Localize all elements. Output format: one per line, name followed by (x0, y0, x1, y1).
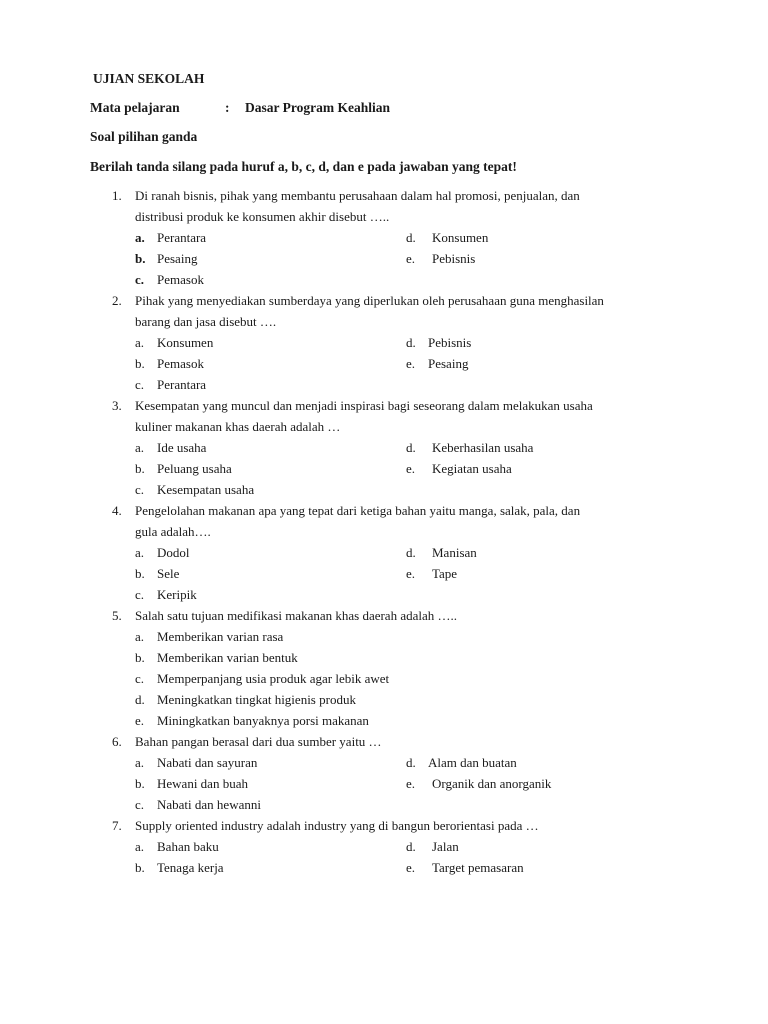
option-letter[interactable]: c. (135, 482, 145, 497)
option-letter[interactable]: e. (135, 713, 145, 728)
option-letter[interactable]: d. (406, 545, 416, 560)
option-letter[interactable]: c. (135, 377, 145, 392)
question-text-line: Pihak yang menyediakan sumberdaya yang diperlukan oleh perusahaan guna menghasilan (135, 293, 604, 308)
subject-value: Dasar Program Keahlian (245, 100, 390, 115)
option-letter[interactable]: a. (135, 545, 145, 560)
question-text-line: Pengelolahan makanan apa yang tepat dari ketiga bahan yaitu manga, salak, pala, dan (135, 503, 581, 518)
question-number: 6. (112, 734, 122, 749)
option-text[interactable]: Target pemasaran (432, 860, 524, 875)
option-letter[interactable]: b. (135, 650, 145, 665)
option-text[interactable]: Pesaing (428, 356, 469, 371)
subject-label: Mata pelajaran (90, 100, 180, 115)
question-text-line: distribusi produk ke konsumen akhir disebut ….. (135, 209, 390, 224)
subject-separator: : (225, 100, 230, 115)
option-letter[interactable]: c. (135, 272, 145, 287)
option-text[interactable]: Keripik (157, 587, 197, 602)
option-letter[interactable]: d. (406, 230, 416, 245)
option-letter[interactable]: e. (406, 776, 416, 791)
instruction-text: Berilah tanda silang pada huruf a, b, c, d, dan e pada jawaban yang tepat! (90, 159, 517, 174)
option-letter[interactable]: c. (135, 797, 145, 812)
option-letter[interactable]: e. (406, 356, 416, 371)
option-letter[interactable]: d. (406, 335, 416, 350)
option-text[interactable]: Memberikan varian rasa (157, 629, 284, 644)
option-text[interactable]: Jalan (432, 839, 459, 854)
option-text[interactable]: Perantara (157, 377, 207, 392)
option-letter[interactable]: e. (406, 461, 416, 476)
option-text[interactable]: Pebisnis (432, 251, 476, 266)
option-letter[interactable]: d. (406, 755, 416, 770)
option-text[interactable]: Konsumen (157, 335, 214, 350)
option-letter[interactable]: e. (406, 251, 416, 266)
option-text[interactable]: Meningkatkan tingkat higienis produk (157, 692, 356, 707)
option-text[interactable]: Alam dan buatan (428, 755, 517, 770)
question-text-line: kuliner makanan khas daerah adalah … (135, 419, 341, 434)
question-number: 7. (112, 818, 122, 833)
question-number: 3. (112, 398, 122, 413)
question-number: 2. (112, 293, 122, 308)
question-text-line: Salah satu tujuan medifikasi makanan khas daerah adalah ….. (135, 608, 458, 623)
question-number: 1. (112, 188, 122, 203)
option-text[interactable]: Tape (432, 566, 458, 581)
option-text[interactable]: Nabati dan hewanni (157, 797, 261, 812)
option-text[interactable]: Sele (157, 566, 180, 581)
option-text[interactable]: Tenaga kerja (157, 860, 224, 875)
option-text[interactable]: Miningkatkan banyaknya porsi makanan (157, 713, 369, 728)
option-letter[interactable]: b. (135, 461, 145, 476)
question-text-line: Di ranah bisnis, pihak yang membantu perusahaan dalam hal promosi, penjualan, dan (135, 188, 580, 203)
option-letter[interactable]: c. (135, 671, 145, 686)
option-letter[interactable]: d. (135, 692, 145, 707)
option-letter[interactable]: a. (135, 839, 145, 854)
question-number: 4. (112, 503, 122, 518)
option-letter[interactable]: e. (406, 566, 416, 581)
option-letter[interactable]: e. (406, 860, 416, 875)
option-letter[interactable]: c. (135, 587, 145, 602)
option-letter[interactable]: b. (135, 860, 145, 875)
question-text-line: Kesempatan yang muncul dan menjadi inspirasi bagi seseorang dalam melakukan usaha (135, 398, 593, 413)
option-text[interactable]: Organik dan anorganik (432, 776, 552, 791)
option-letter[interactable]: d. (406, 839, 416, 854)
option-text[interactable]: Perantara (157, 230, 207, 245)
option-text[interactable]: Kesempatan usaha (157, 482, 255, 497)
option-text[interactable]: Nabati dan sayuran (157, 755, 258, 770)
question-text-line: gula adalah…. (135, 524, 211, 539)
exam-title: UJIAN SEKOLAH (93, 71, 205, 86)
option-text[interactable]: Dodol (157, 545, 190, 560)
option-letter[interactable]: b. (135, 356, 145, 371)
question-text-line: Bahan pangan berasal dari dua sumber yaitu … (135, 734, 382, 749)
option-text[interactable]: Peluang usaha (157, 461, 232, 476)
option-letter[interactable]: a. (135, 440, 145, 455)
option-text[interactable]: Pemasok (157, 272, 204, 287)
option-letter[interactable]: b. (135, 251, 146, 266)
option-text[interactable]: Manisan (432, 545, 477, 560)
option-text[interactable]: Keberhasilan usaha (432, 440, 534, 455)
section-title: Soal pilihan ganda (90, 129, 198, 144)
option-text[interactable]: Konsumen (432, 230, 489, 245)
option-text[interactable]: Pesaing (157, 251, 198, 266)
option-text[interactable]: Pemasok (157, 356, 204, 371)
question-text-line: Supply oriented industry adalah industry yang di bangun berorientasi pada … (135, 818, 539, 833)
option-letter[interactable]: d. (406, 440, 416, 455)
option-letter[interactable]: b. (135, 566, 145, 581)
option-letter[interactable]: a. (135, 755, 145, 770)
option-letter[interactable]: a. (135, 230, 145, 245)
option-text[interactable]: Pebisnis (428, 335, 472, 350)
option-text[interactable]: Bahan baku (157, 839, 219, 854)
option-letter[interactable]: b. (135, 776, 145, 791)
question-text-line: barang dan jasa disebut …. (135, 314, 277, 329)
option-text[interactable]: Ide usaha (157, 440, 207, 455)
option-letter[interactable]: a. (135, 335, 145, 350)
question-number: 5. (112, 608, 122, 623)
option-text[interactable]: Hewani dan buah (157, 776, 248, 791)
option-letter[interactable]: a. (135, 629, 145, 644)
option-text[interactable]: Memperpanjang usia produk agar lebik awet (157, 671, 390, 686)
option-text[interactable]: Memberikan varian bentuk (157, 650, 298, 665)
option-text[interactable]: Kegiatan usaha (432, 461, 512, 476)
